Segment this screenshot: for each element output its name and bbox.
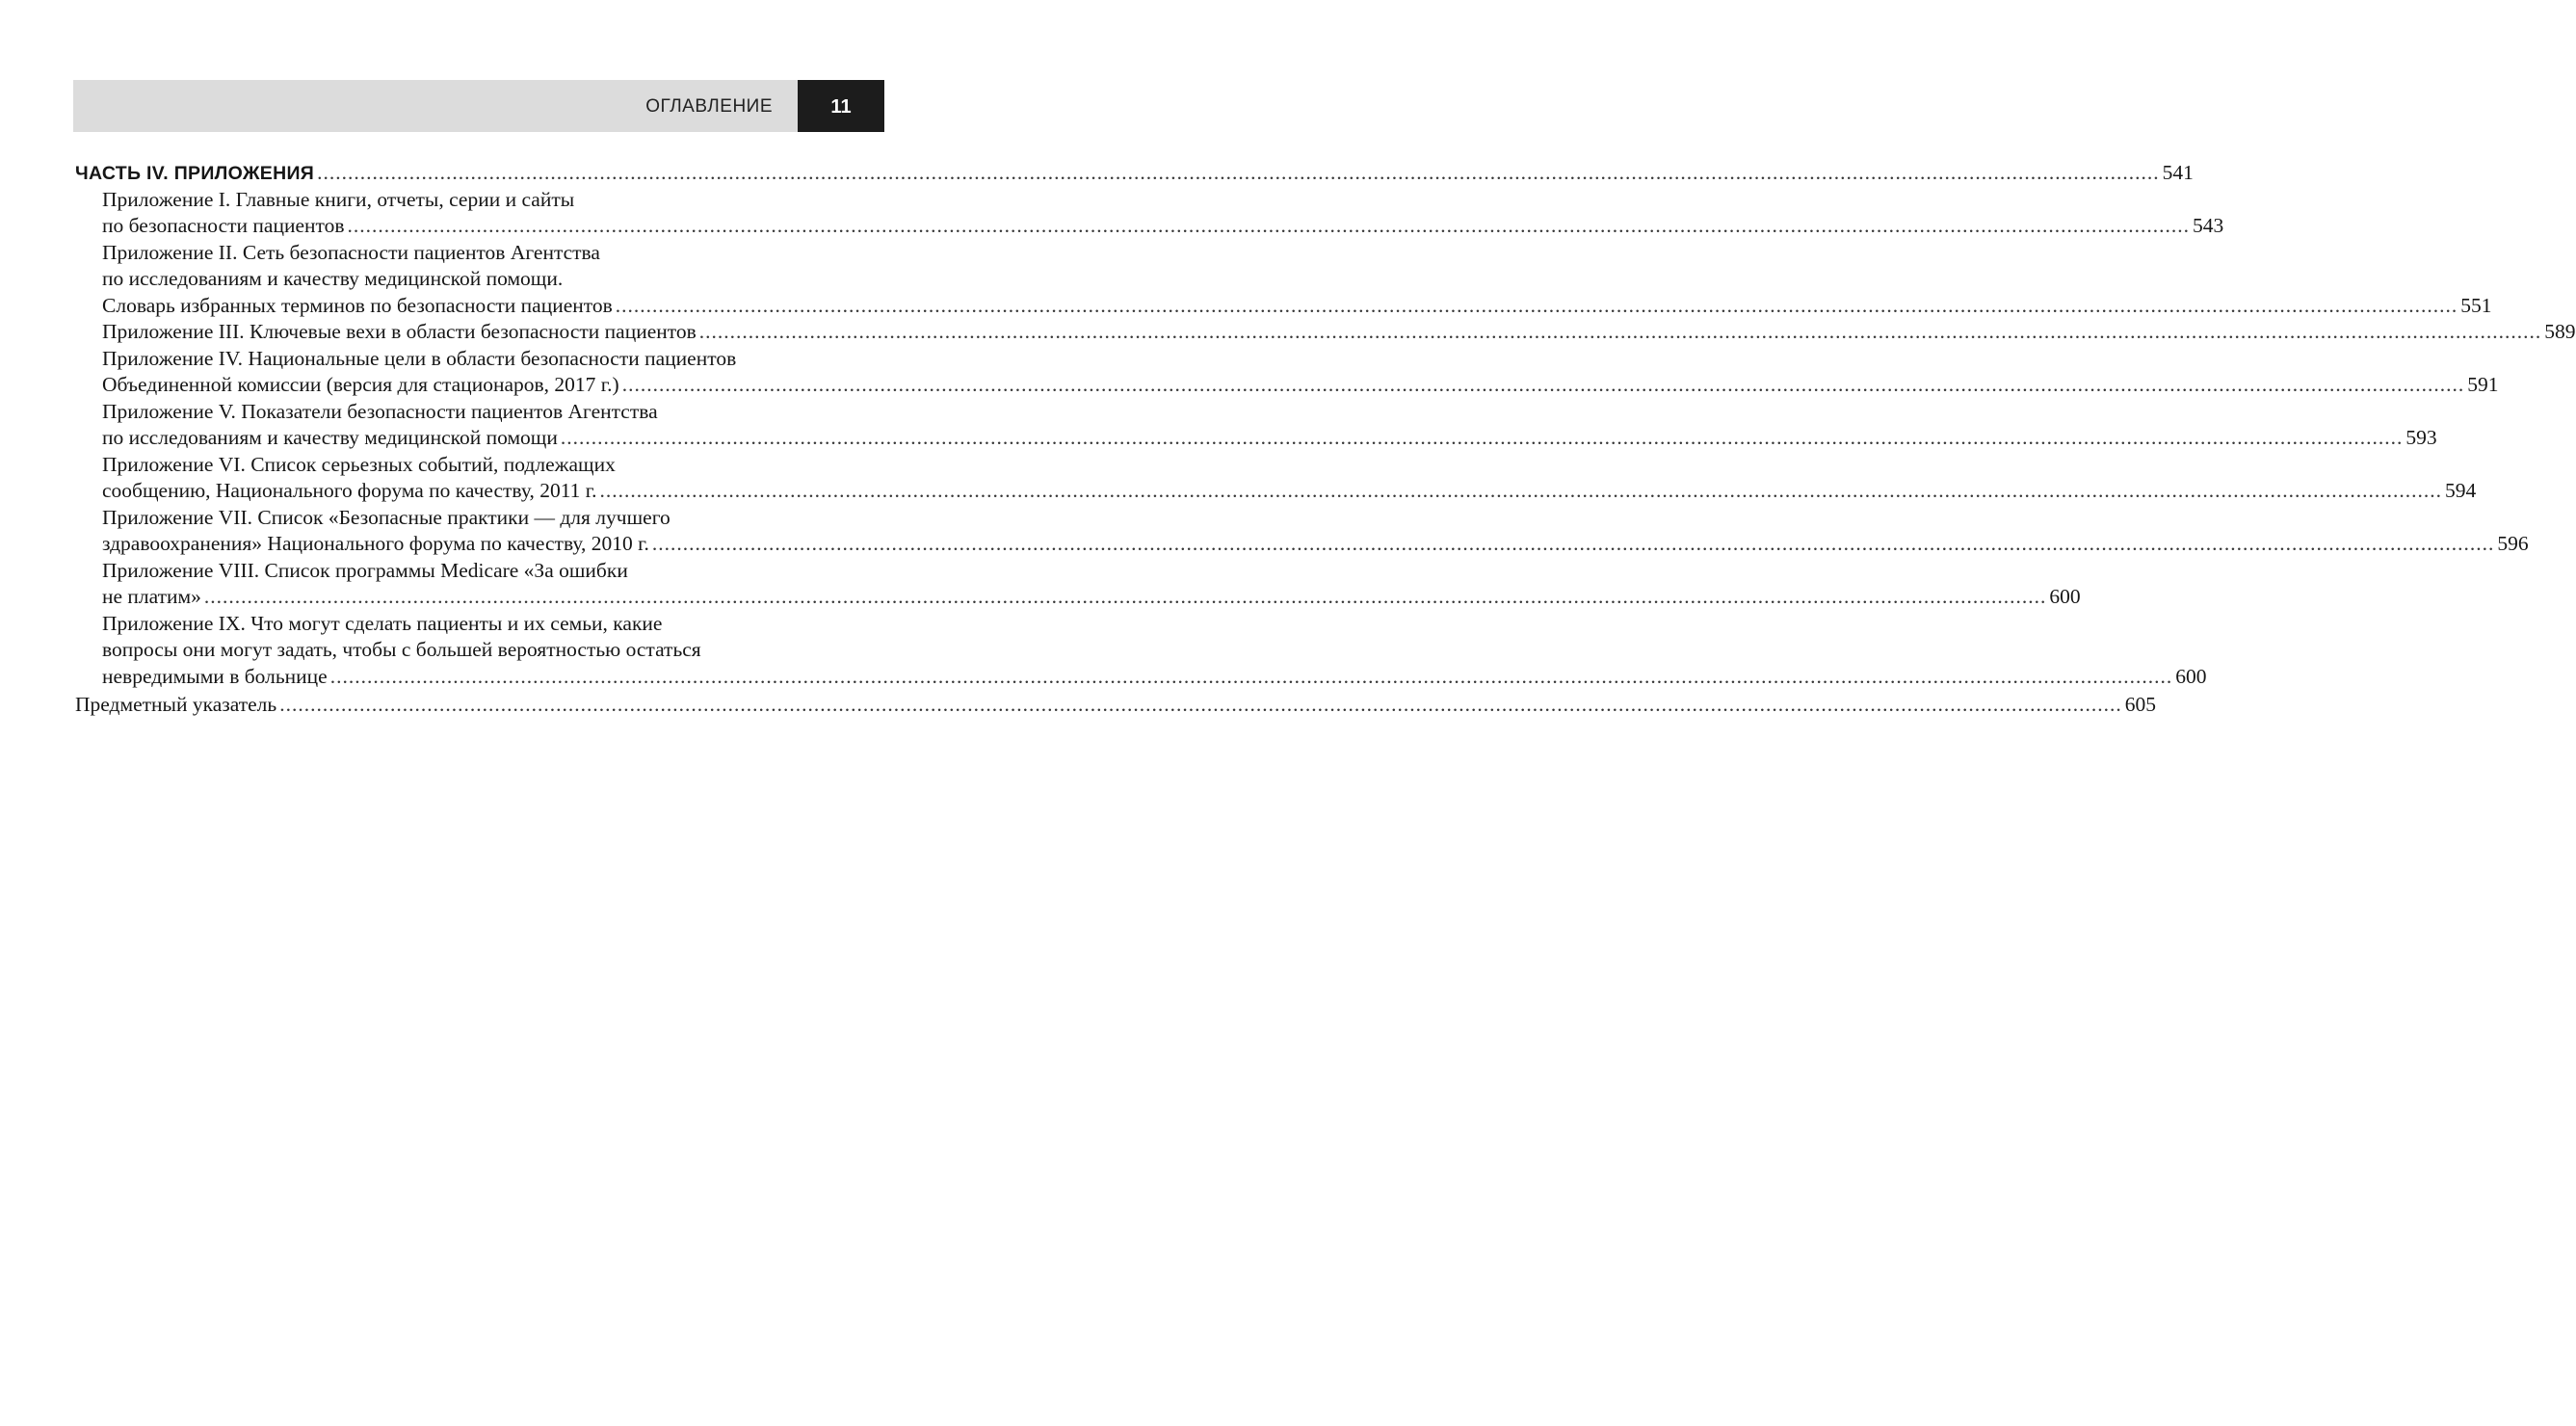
- leader-dots: ............................................................................................................................................................................................................................................................................................................: [317, 161, 2160, 184]
- index-title: Предметный указатель: [75, 693, 277, 716]
- table-of-contents: [75, 160, 2576, 719]
- toc-entry[interactable]: [75, 240, 2492, 320]
- leader-dots: ............................................................................................................................................................................................................................................................................................................: [329, 664, 2173, 688]
- header-title: ОГЛАВЛЕНИЕ: [645, 96, 773, 117]
- part-page: 541: [2162, 161, 2194, 184]
- toc-entry-page: 594: [2445, 479, 2477, 502]
- index-page: 605: [2124, 693, 2156, 716]
- toc-part-entry[interactable]: [75, 160, 2194, 188]
- toc-entry-title: здравоохранения» Национального форума по качеству, 2010 г.: [102, 532, 649, 555]
- toc-entry[interactable]: [75, 187, 2224, 240]
- toc-entry[interactable]: [75, 319, 2576, 346]
- toc-entry-page: 600: [2175, 664, 2207, 688]
- toc-entry-line: по исследованиям и качеству медицинской помощи.: [102, 267, 564, 290]
- toc-entry-title: Объединенной комиссии (версия для стационаров, 2017 г.): [102, 373, 619, 396]
- running-header: [73, 80, 884, 132]
- toc-entry-line: Приложение VIII. Список программы Medicare «За ошибки: [102, 558, 628, 582]
- toc-entry-line: вопросы они могут задать, чтобы с большей вероятностью остаться: [102, 638, 701, 661]
- toc-index-entry[interactable]: [75, 692, 2156, 719]
- leader-dots: ............................................................................................................................................................................................................................................................................................................: [347, 214, 2191, 237]
- toc-entry-title: Приложение III. Ключевые вехи в области безопасности пациентов: [102, 320, 697, 343]
- toc-entry-page: 543: [2193, 214, 2224, 237]
- toc-entry-page: 591: [2467, 373, 2499, 396]
- leader-dots: ............................................................................................................................................................................................................................................................................................................: [203, 585, 2047, 608]
- toc-entry-line: Приложение IV. Национальные цели в области безопасности пациентов: [102, 346, 737, 370]
- part-title: ЧАСТЬ IV. ПРИЛОЖЕНИЯ: [75, 163, 315, 184]
- toc-entry-title: невредимыми в больнице: [102, 664, 328, 688]
- toc-entry-title: по исследованиям и качеству медицинской помощи: [102, 426, 558, 449]
- toc-entries: [75, 187, 2576, 691]
- toc-entry-page: 593: [2405, 426, 2437, 449]
- leader-dots: ............................................................................................................................................................................................................................................................................................................: [651, 532, 2495, 555]
- toc-entry-page: 551: [2460, 293, 2492, 317]
- leader-dots: ............................................................................................................................................................................................................................................................................................................: [621, 373, 2465, 396]
- leader-dots: ............................................................................................................................................................................................................................................................................................................: [698, 320, 2542, 343]
- toc-entry-line: Приложение I. Главные книги, отчеты, серии и сайты: [102, 187, 575, 211]
- toc-entry[interactable]: [75, 505, 2529, 558]
- toc-entry-title: сообщению, Национального форума по качеству, 2011 г.: [102, 479, 597, 502]
- toc-entry-title: по безопасности пациентов: [102, 214, 345, 237]
- toc-entry-page: 600: [2049, 585, 2081, 608]
- toc-entry-page: 589: [2544, 320, 2576, 343]
- leader-dots: ............................................................................................................................................................................................................................................................................................................: [560, 426, 2404, 449]
- page-number: 11: [798, 80, 884, 132]
- toc-entry-title: Словарь избранных терминов по безопасности пациентов: [102, 293, 613, 317]
- toc-entry[interactable]: [75, 399, 2437, 452]
- toc-entry-line: Приложение VII. Список «Безопасные практики — для лучшего: [102, 505, 670, 529]
- toc-entry[interactable]: [75, 611, 2207, 691]
- toc-entry[interactable]: [75, 558, 2081, 611]
- leader-dots: ............................................................................................................................................................................................................................................................................................................: [599, 479, 2443, 502]
- toc-entry-line: Приложение II. Сеть безопасности пациентов Агентства: [102, 240, 600, 264]
- toc-entry-page: 596: [2497, 532, 2529, 555]
- toc-entry-line: Приложение V. Показатели безопасности пациентов Агентства: [102, 399, 658, 423]
- toc-entry[interactable]: [75, 452, 2477, 505]
- leader-dots: ............................................................................................................................................................................................................................................................................................................: [279, 693, 2122, 716]
- toc-entry[interactable]: [75, 346, 2499, 399]
- toc-entry-title: не платим»: [102, 585, 201, 608]
- leader-dots: ............................................................................................................................................................................................................................................................................................................: [615, 293, 2458, 317]
- toc-entry-line: Приложение VI. Список серьезных событий, подлежащих: [102, 452, 616, 476]
- toc-entry-line: Приложение IX. Что могут сделать пациенты и их семьи, какие: [102, 611, 663, 635]
